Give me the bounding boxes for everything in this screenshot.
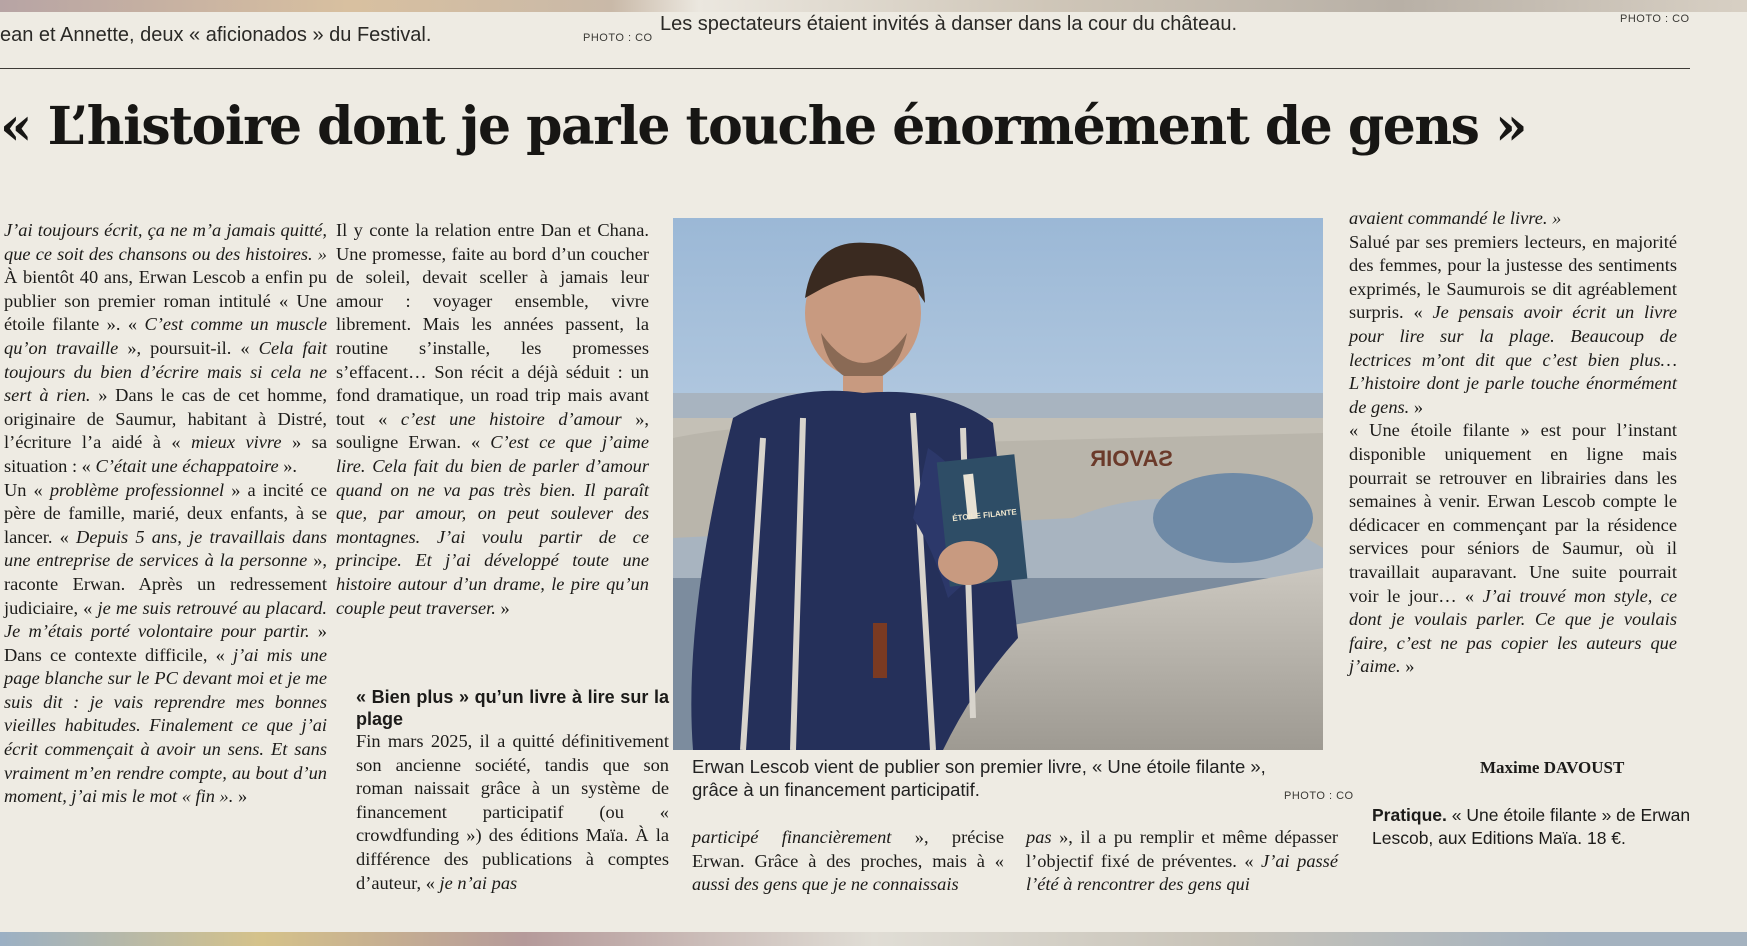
- hand: [938, 541, 998, 585]
- top-right-photo-credit: PHOTO : CO: [1620, 13, 1690, 25]
- author-portrait: [673, 218, 1323, 750]
- wall-sign: SAVOIR: [1090, 446, 1173, 471]
- column-2-paragraph-1: Il y conte la relation entre Dan et Chana. Une promesse, faite au bord d’un coucher de soleil, devait sceller à jamais leur amour : voyager ensemble, vivre librement. Mais les années passent, la routine s’installe, les promesses s’effacent… Son récit a déjà séduit : un fond dramatique, un road trip mais avant tout « c’est une histoire d’amour », souligne Erwan. « C’est ce que j’aime lire. Cela fait du bien de parler d’amour quand on ne va pas très bien. Il paraît que, par amour, on peut soulever des montagnes. J’ai voulu partir de ce principe. Et j’ai développé toute une histoire autour d’un drame, le pire qu’un couple peut traverser. »: [336, 220, 650, 618]
- book-title: ÉTOILE FILANTE: [951, 507, 1018, 524]
- column-5-paragraph-0: avaient commandé le livre. »: [1349, 208, 1562, 228]
- column-5-paragraph-1: Salué par ses premiers lecteurs, en majorité des femmes, pour la justesse des sentiments exprimés, le Saumurois se dit agréablement surpris. « Je pensais avoir écrit un livre pour lire sur la plage. Beaucoup de lectrices m’ont dit que c’est bien plus… L’histoire dont je parle touche énormément de gens. »: [1349, 231, 1677, 417]
- photo-credit: PHOTO : CO: [1284, 790, 1354, 802]
- top-right-photo-caption: Les spectateurs étaient invités à danser dans la cour du château.: [660, 13, 1238, 35]
- top-left-photo-caption: ean et Annette, deux « aficionados » du Festival.: [0, 24, 432, 46]
- article-column-5: [1349, 207, 1677, 679]
- article-column-4: [1026, 826, 1338, 897]
- article-column-1: [4, 219, 327, 809]
- column-3-paragraph: participé financièrement », précise Erwan. Grâce à des proches, mais à « aussi des gens que je ne connaissais: [692, 827, 1004, 895]
- top-divider-rule: [0, 68, 1690, 69]
- column-4-paragraph: pas », il a pu remplir et même dépasser l’objectif fixé de préventes. « J’ai passé l’été à rencontrer des gens qui: [1026, 827, 1338, 895]
- article-headline: « L’histoire dont je parle touche énormément de gens »: [0, 96, 1526, 157]
- top-left-photo-credit: PHOTO : CO: [583, 32, 653, 44]
- top-photo-strip: [0, 0, 1747, 12]
- article-column-2: [336, 219, 649, 620]
- intertitle: « Bien plus » qu’un livre à lire sur la plage: [356, 687, 669, 729]
- author-byline: Maxime DAVOUST: [1480, 758, 1625, 777]
- column-5-paragraph-2: « Une étoile filante » est pour l’instant disponible uniquement en ligne mais pourrait se retrouver en librairies dans les semaines à venir. Erwan Lescob compte le dédicacer en commençant par la résidence services pour séniors de Saumur, où il travaillait auparavant. Une suite pourrait voir le jour… « J’ai trouvé mon style, ce dont je voulais parler. Ce que je voulais faire, c’est ne pas copier les auteurs que j’aime. »: [1349, 420, 1678, 677]
- article-column-3: [692, 826, 1004, 897]
- article-photo: [673, 218, 1323, 750]
- column-1-paragraph-1: J’ai toujours écrit, ça ne m’a jamais quitté, que ce soit des chansons ou des histoires. » À bientôt 40 ans, Erwan Lescob a enfin pu publier son premier roman intitulé « Une étoile filante ». « C’est comme un muscle qu’on travaille », poursuit-il. « Cela fait toujours du bien d’écrire mais si cela ne sert à rien. » Dans le cas de cet homme, originaire de Saumur, habitant à Distré, l’écriture l’a aidé à « mieux vivre » sa situation : « C’était une échappatoire ».: [4, 220, 328, 476]
- article-column-2-lower: [356, 686, 669, 895]
- bottom-print-strip: [0, 932, 1747, 946]
- column-1-paragraph-2: Un « problème professionnel » a incité ce père de famille, marié, deux enfants, à se lancer. « Depuis 5 ans, je travaillais dans une entreprise de services à la personne », raconte Erwan. Après un redressement judiciaire, « je me suis retrouvé au placard. Je m’étais porté volontaire pour partir. » Dans ce contexte difficile, « j’ai mis une page blanche sur le PC devant moi et je me suis dit : je vais reprendre mes bonnes vieilles habitudes. Finalement ce que j’ai écrit commençait à avoir un sens. Et sans vraiment m’en rendre compte, au bout d’un moment, j’ai mis le mot « fin ». »: [4, 479, 328, 807]
- practical-info: Pratique. « Une étoile filante » de Erwan Lescob, aux Editions Maïa. 18 €.: [1372, 805, 1691, 848]
- photo-caption: Erwan Lescob vient de publier son premier livre, « Une étoile filante », grâce à un financement participatif.: [692, 756, 1266, 800]
- column-2-paragraph-2: Fin mars 2025, il a quitté définitivement son ancienne société, tandis que son roman naissait grâce à un système de financement participatif (ou « crowdfunding ») des éditions Maïa. À la différence des publications à comptes d’auteur, « je n’ai pas: [356, 731, 669, 893]
